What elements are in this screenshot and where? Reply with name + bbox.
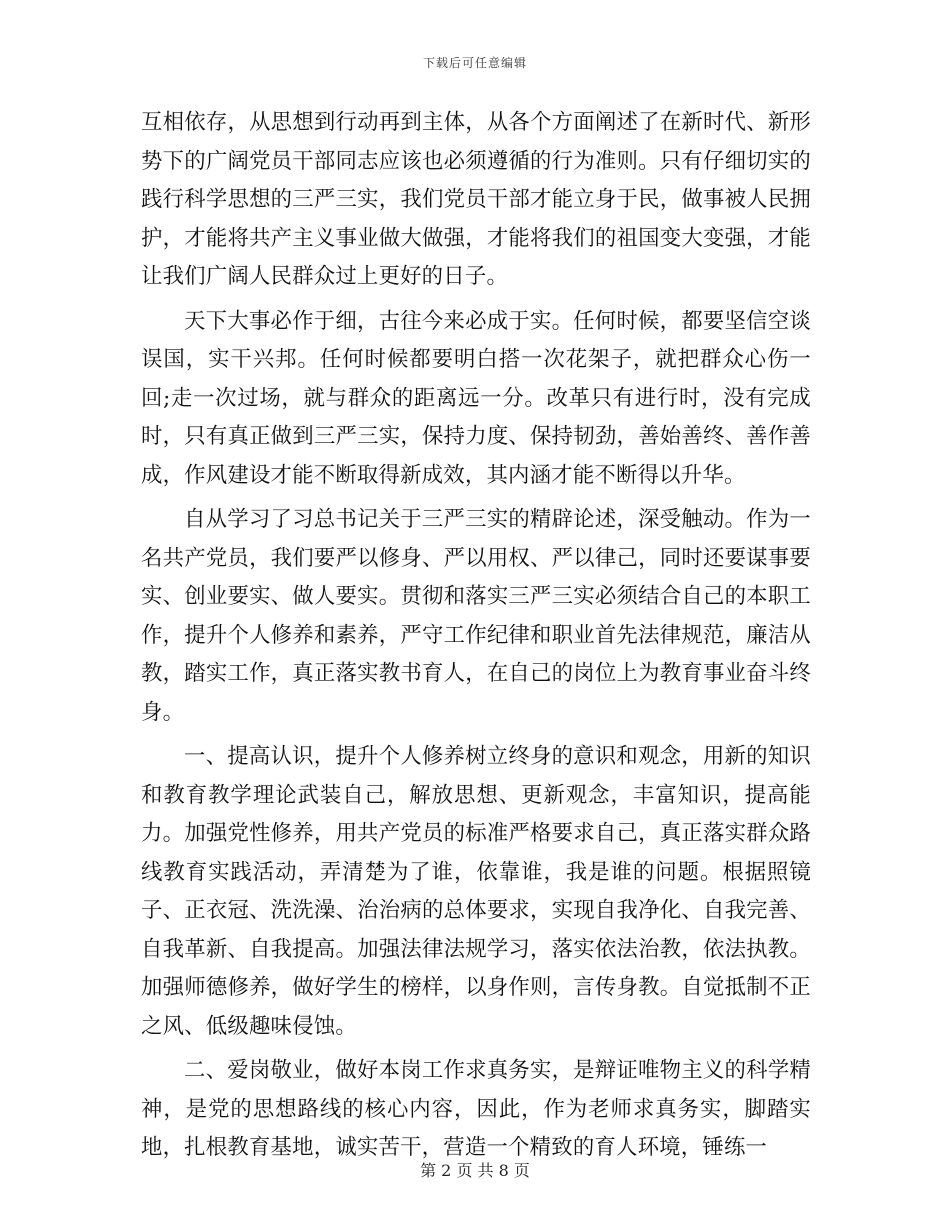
paragraph: 二、爱岗敬业，做好本岗工作求真务实，是辩证唯物主义的科学精神，是党的思想路线的核心内容，因此，作为老师求真务实，脚踏实地，扎根教育基地，诚实苦干，营造一个精致的育人环境，锤练一 (141, 1058, 811, 1160)
paragraph: 一、提高认识，提升个人修养树立终身的意识和观念，用新的知识和教育教学理论武装自己，解放思想、更新观念，丰富知识，提高能力。加强党性修养，用共产党员的标准严格要求自己，真正落实群众路线教育实践活动，弄清楚为了谁，依靠谁，我是谁的问题。根据照镜子、正衣冠、洗洗澡、治治病的总体要求，实现自我净化、自我完善、自我革新、自我提高。加强法律法规学习，落实依法治教，依法执教。加强师德修养，做好学生的榜样，以身作则，言传身教。自觉抵制不正之风、低级趣味侵蚀。 (141, 744, 811, 1039)
paragraph: 自从学习了习总书记关于三严三实的精辟论述，深受触动。作为一名共产党员，我们要严以修身、严以用权、严以律己，同时还要谋事要实、创业要实、做人要实。贯彻和落实三严三实必须结合自己的本职工作，提升个人修养和素养，严守工作纪律和职业首先法律规范，廉洁从教，踏实工作，真正落实教书育人，在自己的岗位上为教育事业奋斗终身。 (141, 507, 811, 725)
page-number: 第 2 页 共 8 页 (420, 1161, 530, 1180)
paragraph: 天下大事必作于细，古往今来必成于实。任何时候，都要坚信空谈误国，实干兴邦。任何时候都要明白搭一次花架子，就把群众心伤一回;走一次过场，就与群众的距离远一分。改革只有进行时，没有完成时，只有真正做到三严三实，保持力度、保持韧劲，善始善终、善作善成，作风建设才能不断取得新成效，其内涵才能不断得以升华。 (141, 308, 811, 488)
document-body (141, 104, 811, 1174)
paragraph: 互相依存，从思想到行动再到主体，从各个方面阐述了在新时代、新形势下的广阔党员干部同志应该也必须遵循的行为准则。只有仔细切实的践行科学思想的三严三实，我们党员干部才能立身于民，做事被人民拥护，才能将共产主义事业做大做强，才能将我们的祖国变大变强，才能让我们广阔人民群众过上更好的日子。 (141, 110, 811, 289)
page-header-note: 下载后可任意编辑 (422, 56, 527, 70)
